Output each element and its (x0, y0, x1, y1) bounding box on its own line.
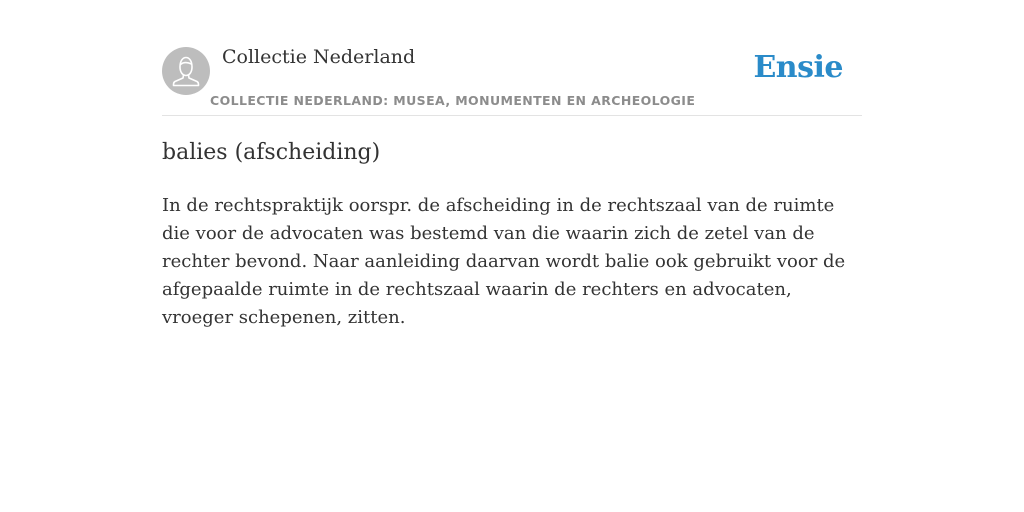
author-name[interactable]: Collectie Nederland (222, 46, 416, 68)
user-silhouette-icon (162, 47, 210, 95)
entry-title: balies (afscheiding) (162, 140, 381, 165)
entry-header (162, 0, 862, 116)
brand-logo[interactable]: Ensie (753, 50, 843, 85)
entry-card (162, 0, 862, 328)
avatar[interactable] (162, 47, 210, 95)
entry-definition: In de rechtspraktijk oorspr. de afscheiding in de rechtszaal van de ruimte die voor de advocaten was bestemd van die waarin zich de zetel van de rechter bevond. Naar aanleiding daarvan wordt balie ook gebruikt voor de afgepaalde ruimte in de rechtszaal waarin de rechters en advocaten, vroeger schepenen, zitten. (162, 195, 846, 328)
source-label[interactable]: COLLECTIE NEDERLAND: MUSEA, MONUMENTEN EN ARCHEOLOGIE (210, 93, 696, 108)
